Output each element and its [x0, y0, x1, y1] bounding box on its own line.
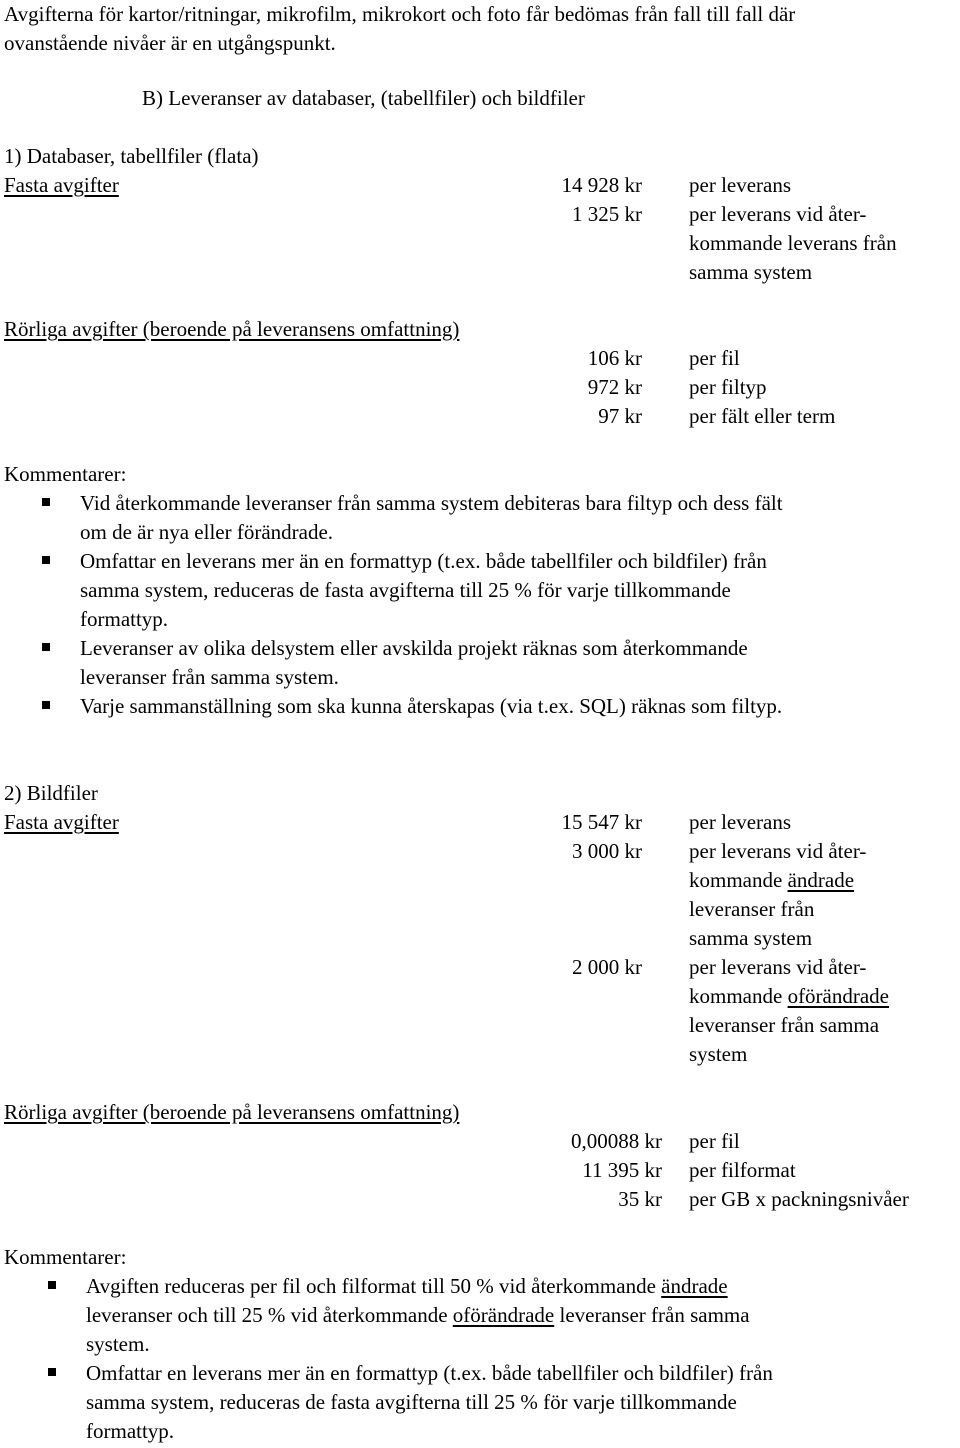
img-comment-2-line-3: formattyp.	[86, 1419, 175, 1443]
images-variable-fees-label: Rörliga avgifter (beroende på leveransens omfattning)	[4, 1100, 460, 1124]
databases-heading: 1) Databaser, tabellfiler (flata)	[4, 144, 259, 168]
img-comment-1-line-1	[86, 1272, 728, 1301]
img-fixed-desc-3b	[689, 982, 889, 1011]
img-fixed-desc-2c: leveranser från	[689, 897, 815, 921]
images-comments-label: Kommentarer:	[4, 1245, 127, 1269]
img-fixed-desc-1: per leverans	[689, 810, 792, 834]
img-comment-1-line-2-text: leveranser och till 25 % vid återkommande	[86, 1303, 453, 1327]
db-comment-2-line-2: samma system, reduceras de fasta avgifterna till 25 % för varje tillkommande	[80, 578, 731, 602]
db-comment-3-line-1: Leveranser av olika delsystem eller avskilda projekt räknas som återkommande	[80, 636, 748, 660]
img-fixed-amount-3: 2 000 kr	[572, 955, 642, 979]
img-comment-1-line-2	[86, 1301, 750, 1330]
img-fixed-desc-3b-text: kommande	[689, 984, 788, 1008]
db-comment-1-line-1: Vid återkommande leveranser från samma system debiteras bara filtyp och dess fält	[80, 491, 783, 515]
db-var-desc-1: per fil	[689, 346, 740, 370]
databases-fixed-fees-label: Fasta avgifter	[4, 173, 119, 197]
db-comment-2-line-3: formattyp.	[80, 607, 169, 631]
db-comment-2-line-1: Omfattar en leverans mer än en formattyp (t.ex. både tabellfiler och bildfiler) från	[80, 549, 767, 573]
databases-variable-fees-label: Rörliga avgifter (beroende på leveransens omfattning)	[4, 317, 460, 341]
img-comment-1-line-2-underlined: oförändrade	[452, 1303, 555, 1327]
img-var-amount-1: 0,00088 kr	[571, 1129, 662, 1153]
img-fixed-desc-2b	[689, 866, 854, 895]
img-fixed-amount-2: 3 000 kr	[572, 839, 642, 863]
img-comment-2-line-1: Omfattar en leverans mer än en formattyp (t.ex. både tabellfiler och bildfiler) från	[86, 1361, 773, 1385]
db-comment-4-line-1: Varje sammanställning som ska kunna återskapas (via t.ex. SQL) räknas som filtyp.	[80, 694, 783, 718]
img-fixed-desc-3d: system	[689, 1042, 748, 1066]
db-var-amount-1: 106 kr	[587, 346, 642, 370]
img-var-amount-3: 35 kr	[618, 1187, 662, 1211]
section-b-heading: B) Leveranser av databaser, (tabellfiler) och bildfiler	[142, 86, 585, 110]
img-var-desc-1: per fil	[689, 1129, 740, 1153]
db-var-amount-3: 97 kr	[598, 404, 642, 428]
bullet-icon	[42, 643, 50, 651]
db-fixed-desc-2a: per leverans vid åter-	[689, 202, 867, 226]
img-var-amount-2: 11 395 kr	[582, 1158, 662, 1182]
img-fixed-desc-3b-underlined: oförändrade	[787, 984, 890, 1008]
img-comment-1-line-2-tail: leveranser från samma	[554, 1303, 750, 1327]
img-fixed-desc-2b-underlined: ändrade	[787, 868, 855, 892]
img-fixed-desc-2d: samma system	[689, 926, 813, 950]
img-comment-2-line-2: samma system, reduceras de fasta avgifterna till 25 % för varje tillkommande	[86, 1390, 737, 1414]
db-comment-3-line-2: leveranser från samma system.	[80, 665, 339, 689]
db-fixed-desc-2b: kommande leverans från	[689, 231, 897, 255]
bullet-icon	[42, 556, 50, 564]
db-fixed-desc-2c: samma system	[689, 260, 813, 284]
img-fixed-desc-2b-text: kommande	[689, 868, 788, 892]
db-fixed-amount-2: 1 325 kr	[572, 202, 642, 226]
db-var-desc-3: per fält eller term	[689, 404, 836, 428]
img-comment-1-line-3: system.	[86, 1332, 150, 1356]
intro-line-2: ovanstående nivåer är en utgångspunkt.	[4, 31, 336, 55]
img-fixed-amount-1: 15 547 kr	[561, 810, 642, 834]
img-comment-1-line-1-underlined: ändrade	[661, 1274, 728, 1298]
db-var-amount-2: 972 kr	[587, 375, 642, 399]
bullet-icon	[48, 1281, 56, 1289]
images-fixed-fees-label: Fasta avgifter	[4, 810, 119, 834]
img-var-desc-3: per GB x packningsnivåer	[689, 1187, 909, 1211]
bullet-icon	[48, 1368, 56, 1376]
intro-line-1: Avgifterna för kartor/ritningar, mikrofilm, mikrokort och foto får bedömas från fall till fall där	[4, 2, 796, 26]
bullet-icon	[42, 498, 50, 506]
db-comment-1-line-2: om de är nya eller förändrade.	[80, 520, 334, 544]
img-fixed-desc-2a: per leverans vid åter-	[689, 839, 867, 863]
db-fixed-amount-1: 14 928 kr	[561, 173, 642, 197]
img-var-desc-2: per filformat	[689, 1158, 796, 1182]
img-fixed-desc-3a: per leverans vid åter-	[689, 955, 867, 979]
images-heading: 2) Bildfiler	[4, 781, 98, 805]
databases-comments-label: Kommentarer:	[4, 462, 127, 486]
img-comment-1-line-1-text: Avgiften reduceras per fil och filformat till 50 % vid återkommande	[86, 1274, 662, 1298]
img-fixed-desc-3c: leveranser från samma	[689, 1013, 880, 1037]
db-fixed-desc-1: per leverans	[689, 173, 792, 197]
bullet-icon	[42, 701, 50, 709]
db-var-desc-2: per filtyp	[689, 375, 767, 399]
